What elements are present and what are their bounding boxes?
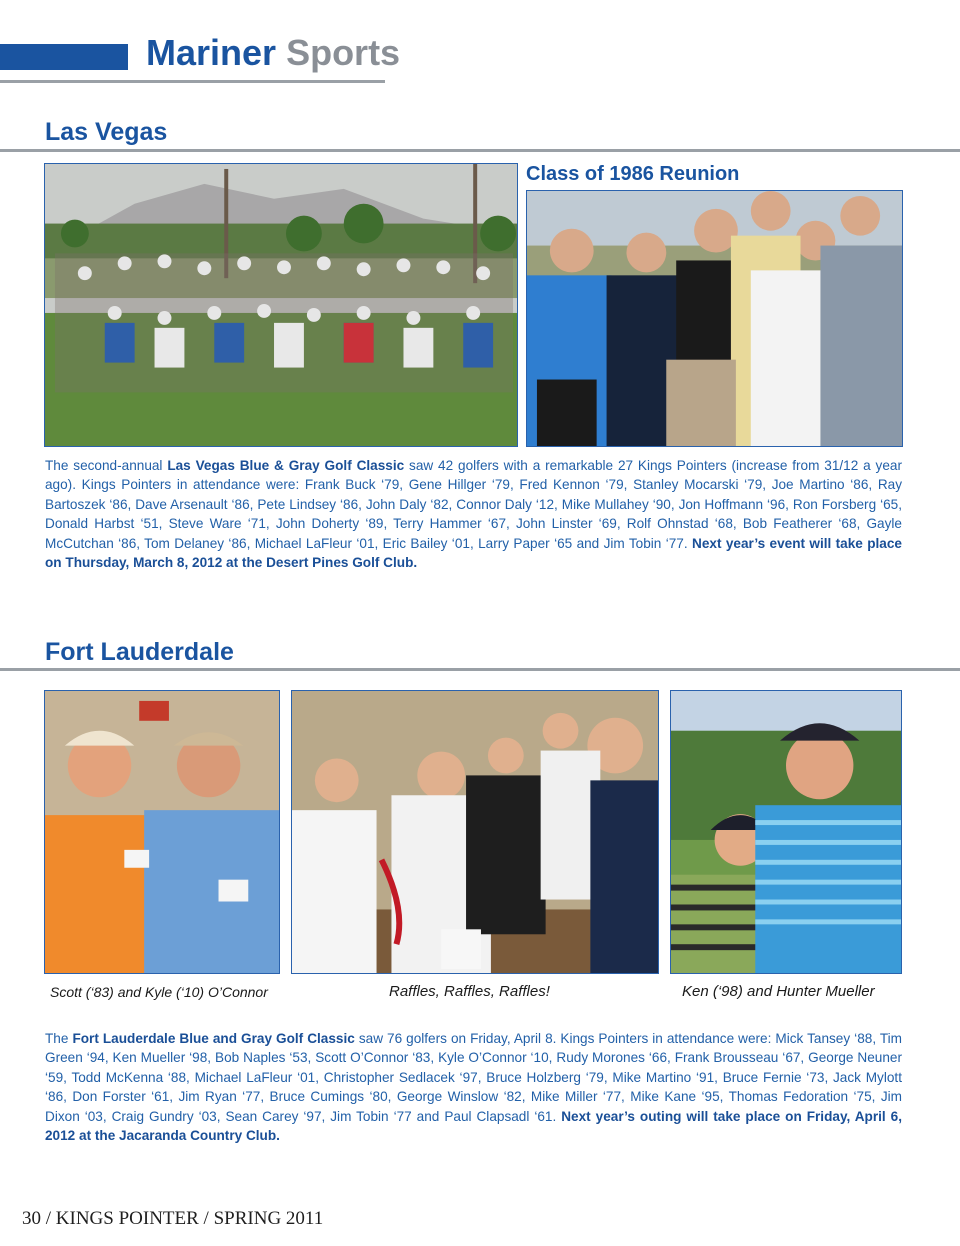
page-section-title	[146, 30, 400, 76]
las-vegas-rule	[0, 149, 960, 152]
fort-lauderdale-heading: Fort Lauderdale	[45, 638, 234, 666]
fort-lauderdale-article	[45, 1029, 902, 1145]
header-rule	[0, 80, 385, 83]
lv-body-attendees: saw 42 golfers with a remarkable 27 Kings Pointers (increase from 31/12 a year ago). Kings Pointers in attendance were: Frank Buck ‘79, Gene Hillger ‘79, Fred Kennon ‘79, Stanley Mocarski ‘79, Joe Martino ‘86, Ray Bartoszek ‘86, Dave Arsenault ‘86, Pete Lindsey ‘86, John Daly ‘82, Connor Daly ‘12, Mike Mullahey ‘90, Jon Hoffmann ‘96, Ron Forsberg ‘65, Donald Harbst ‘51, Steve Ware ‘71, John Doherty ‘89, Terry Hammer ‘67, John Linster ‘69, Rolf Ohnstad ‘68, Bob Featherer ‘68, Gayle McCutchan ‘86, Tom Delaney ‘86, Michael LaFleur ‘01, Eric Bailey ‘01, Larry Paper ‘65 and Jim Tobin ‘77.	[45, 458, 903, 551]
page-footer: 30 / KINGS POINTER / SPRING 2011	[22, 1208, 324, 1229]
las-vegas-group-photo	[44, 163, 518, 447]
caption-raffles: Raffles, Raffles, Raffles!	[389, 983, 550, 1000]
lv-next-event: Next year’s event will take place on Thursday, March 8, 2012 at the Desert Pines Golf Club.	[45, 535, 902, 571]
title-word-mariner: Mariner	[146, 32, 277, 73]
lv-body-intro: The second-annual	[45, 458, 168, 473]
fort-lauderdale-rule	[0, 668, 960, 671]
las-vegas-article	[45, 456, 902, 572]
header-accent-bar	[0, 44, 128, 70]
fl-body-attendees: saw 76 golfers on Friday, April 8. Kings Pointers in attendance were: Mick Tansey ‘88, Tim Green ‘94, Ken Mueller ‘98, Bob Naples ‘53, Scott O’Connor ‘83, Kyle O’Connor ‘10, Rudy Morones ‘66, Frank Brousseau ‘67, George Neuner ‘59, Todd McKenna ‘88, Michael LaFleur ‘01, Christopher Sedlacek ‘97, Bruce Holzberg ‘79, Mike Martino ‘91, Bruce Fernie ‘73, Jack Mylott ‘86, Don Forster ‘61, Jim Ryan ‘77, Bruce Cumings ‘80, George Winslow ‘82, Mike Miller ‘77, Mike Kane ‘95, Thomas Fedoration ‘75, Jim Dixon ‘03, Craig Gundry ‘03, Sean Carey ‘97, Jim Tobin ‘77 and Paul Clapsadl ‘61.	[45, 1031, 902, 1124]
mueller-photo	[670, 690, 902, 974]
lv-event-name: Las Vegas Blue & Gray Golf Classic	[167, 458, 405, 473]
class-of-1986-photo	[526, 190, 903, 447]
fl-event-name: Fort Lauderdale Blue and Gray Golf Classic	[72, 1031, 355, 1046]
las-vegas-heading: Las Vegas	[45, 118, 168, 146]
raffles-photo	[291, 690, 659, 974]
fl-next-event: Next year’s outing will take place on Friday, April 6, 2012 at the Jacaranda Country Club.	[45, 1108, 902, 1144]
title-word-sports: Sports	[286, 32, 401, 73]
caption-mueller: Ken (‘98) and Hunter Mueller	[682, 983, 875, 1000]
caption-oconnor: Scott (‘83) and Kyle (‘10) O’Connor	[50, 984, 268, 1000]
fl-body-intro: The	[45, 1031, 73, 1046]
oconnor-photo	[44, 690, 280, 974]
reunion-caption: Class of 1986 Reunion	[526, 163, 740, 185]
